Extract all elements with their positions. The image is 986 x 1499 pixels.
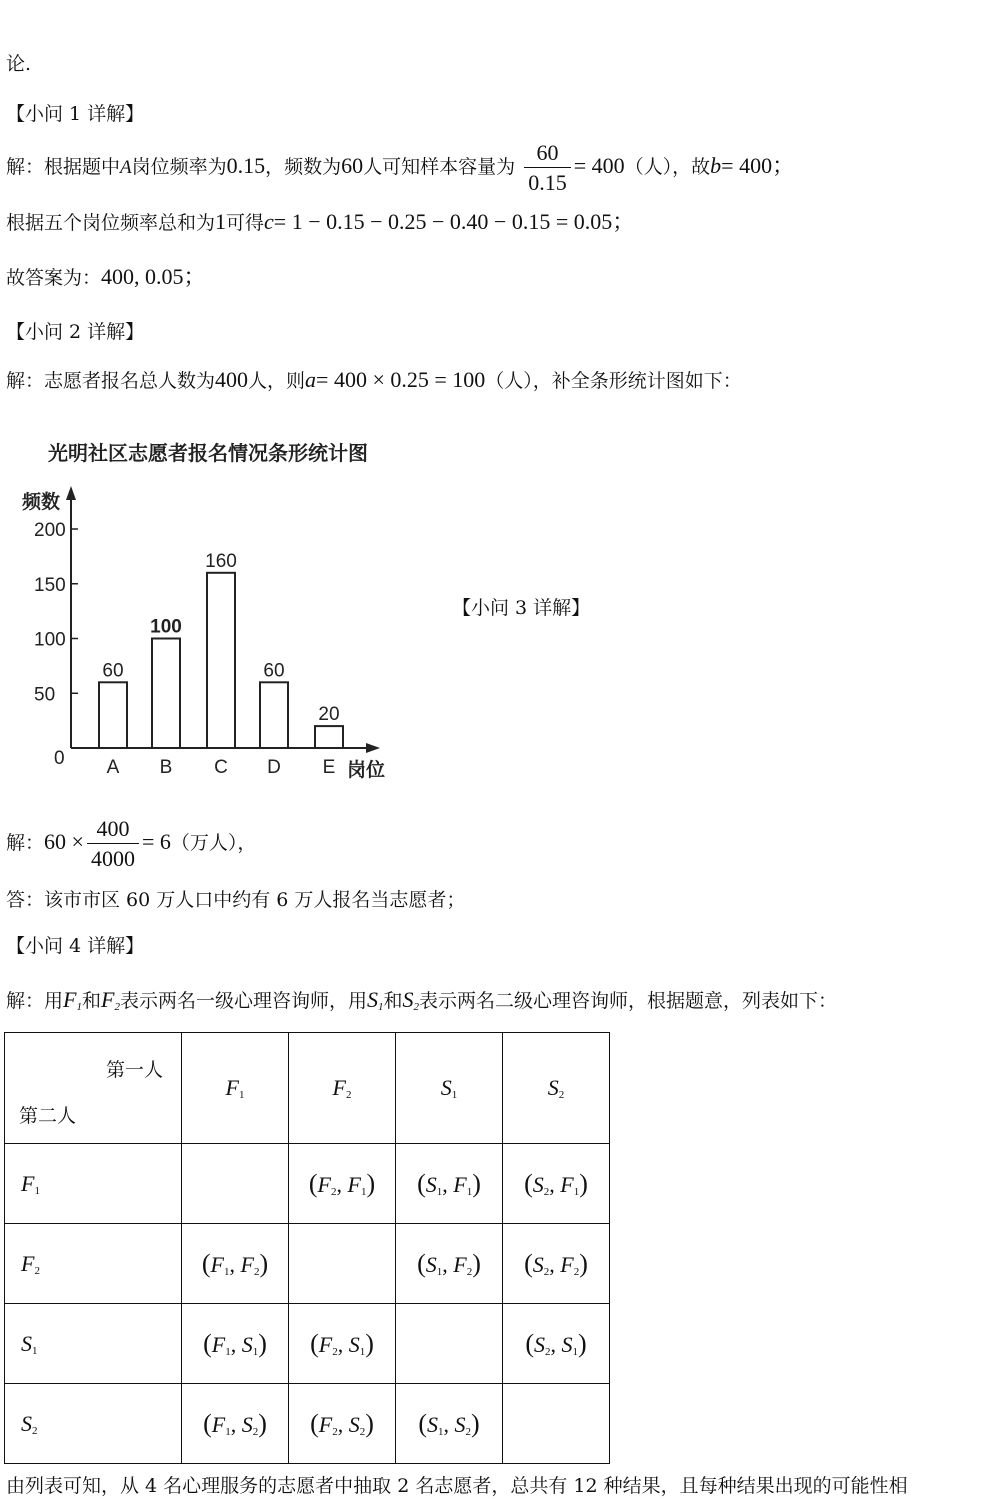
numerator: 400 (87, 816, 139, 844)
table-cell: ($S_2$, $F_1$) (503, 1144, 610, 1224)
solution-line-4 (6, 816, 256, 872)
var-a: a (305, 367, 317, 392)
x-axis-arrow (366, 743, 380, 753)
t: 可得 (226, 212, 265, 234)
t: 故答案为： (6, 267, 102, 289)
table-row (5, 1384, 610, 1464)
t: 1 (76, 1001, 82, 1013)
eq: = 6 (141, 829, 171, 854)
table-cell: ($S_1$, $F_1$) (396, 1144, 503, 1224)
table-cell: ($F_1$, $S_2$) (182, 1384, 289, 1464)
t: S (366, 987, 378, 1012)
y-tick-label: 150 (34, 574, 66, 596)
t: （人），补全条形统计图如下： (485, 370, 742, 392)
S2-symbol (402, 987, 419, 1012)
solution-line-1 (6, 140, 794, 196)
bar-value-label: 60 (102, 660, 124, 682)
header-second-person: 第二人 (19, 1105, 77, 1127)
bar-d (260, 682, 288, 748)
denominator: 0.15 (528, 170, 567, 195)
table-cell (289, 1224, 396, 1304)
table-cell (182, 1144, 289, 1224)
var-A: A (120, 157, 132, 178)
eq: = 400； (721, 153, 795, 178)
bar-c (207, 573, 235, 748)
heading-part1: 【小问 1 详解】 (6, 103, 145, 125)
table-row (5, 1304, 610, 1384)
t: 根据五个岗位频率总和为 (6, 212, 216, 234)
t: ，频数为 (265, 156, 342, 178)
conclusion-line: 由列表可知，从 4 名心理服务的志愿者中抽取 2 名志愿者，总共有 12 种结果，且每种结果出现的可能性相 (6, 1475, 908, 1497)
t: 解：根据题中 (6, 156, 121, 178)
col-header-s2: $S_2$ (503, 1033, 610, 1144)
answer-line-2: 答：该市市区 60 万人口中约有 6 万人报名当志愿者； (6, 889, 466, 911)
t: （万人）， (170, 832, 257, 854)
table-cell: ($F_1$, $S_1$) (182, 1304, 289, 1384)
bar-e (315, 726, 343, 748)
x-tick-label: B (159, 757, 173, 778)
t: 人，则 (248, 370, 306, 392)
num: 0.15 (226, 153, 266, 178)
bar-chart (10, 430, 430, 790)
col-header-s1: $S_1$ (396, 1033, 503, 1144)
eq: = 400 (573, 153, 625, 178)
y-tick-label: 0 (54, 748, 65, 769)
table-cell: ($F_2$, $S_2$) (289, 1384, 396, 1464)
table-row (5, 1144, 610, 1224)
text-line-0: 论. (6, 53, 32, 75)
t: 和 (383, 990, 403, 1012)
t: 1 (377, 1001, 384, 1013)
var-c: c (264, 209, 274, 234)
bar-value-label: 20 (318, 704, 340, 726)
numerator: 60 (524, 140, 571, 168)
col-header-f1: $F_1$ (182, 1033, 289, 1144)
S1-symbol (367, 987, 384, 1012)
t: 2 (413, 1001, 419, 1013)
fraction (87, 816, 139, 872)
row-header-s1: $S_1$ (5, 1304, 182, 1384)
denominator: 4000 (90, 846, 135, 871)
heading-part2: 【小问 2 详解】 (6, 321, 145, 343)
y-tick-label: 200 (34, 520, 66, 541)
x-tick-label: C (214, 757, 228, 778)
chart-title: 光明社区志愿者报名情况条形统计图 (48, 443, 368, 465)
eq: 400, 0.05； (101, 264, 206, 289)
t: 人可知样本容量为 (363, 156, 516, 178)
table-row (5, 1224, 610, 1304)
outcome-table (4, 1032, 610, 1464)
heading-part4: 【小问 4 详解】 (6, 935, 145, 957)
t: （人），故 (624, 156, 711, 178)
table-cell (503, 1384, 610, 1464)
table-cell: ($S_2$, $S_1$) (503, 1304, 610, 1384)
num: 1 (215, 209, 227, 234)
solution-line-2 (6, 210, 634, 235)
solution-line-5 (6, 988, 837, 1019)
table-corner-cell (5, 1033, 182, 1144)
x-tick-label: D (267, 757, 281, 778)
row-header-f1: $F_1$ (5, 1144, 182, 1224)
bar-value-label: 160 (205, 550, 237, 572)
table-cell: ($S_1$, $F_2$) (396, 1224, 503, 1304)
table-cell: ($F_1$, $F_2$) (182, 1224, 289, 1304)
eq: = 400 × 0.25 = 100 (316, 367, 486, 392)
x-tick-label: A (106, 757, 120, 778)
F1-symbol (63, 987, 82, 1012)
table-cell: ($S_2$, $F_2$) (503, 1224, 610, 1304)
t: 和 (81, 990, 101, 1012)
table-cell: ($F_2$, $S_1$) (289, 1304, 396, 1384)
eq: = 1 − 0.15 − 0.25 − 0.40 − 0.15 = 0.05； (273, 209, 635, 234)
num: 60 (341, 153, 364, 178)
bar-b (152, 639, 180, 749)
row-header-s2: $S_2$ (5, 1384, 182, 1464)
bar-value-label: 60 (263, 660, 285, 682)
t: 解：志愿者报名总人数为 (6, 370, 216, 392)
t: 2 (114, 1001, 120, 1013)
heading-part3: 【小问 3 详解】 (452, 597, 591, 619)
fraction (524, 140, 571, 196)
solution-line-3 (6, 368, 742, 393)
t: S (402, 987, 414, 1012)
bar-a (99, 682, 127, 748)
t: 表示两名一级心理咨询师，用 (119, 990, 367, 1012)
x-tick-label: E (322, 757, 336, 778)
bar-value-label: 100 (150, 616, 182, 638)
col-header-f2: $F_2$ (289, 1033, 396, 1144)
t: 岗位频率为 (131, 156, 227, 178)
table-cell: ($S_1$, $S_2$) (396, 1384, 503, 1464)
x-axis-label: 岗位 (347, 760, 386, 781)
eq: 60 × (44, 829, 84, 854)
answer-line-1 (6, 265, 206, 290)
var-b: b (710, 153, 722, 178)
t: 表示两名二级心理咨询师，根据题意，列表如下： (418, 990, 837, 1012)
row-header-f2: $F_2$ (5, 1224, 182, 1304)
y-axis-label: 频数 (22, 492, 61, 513)
t: 解： (6, 832, 45, 854)
F2-symbol (101, 987, 120, 1012)
t: F (63, 987, 77, 1012)
t: F (100, 987, 115, 1012)
header-first-person: 第一人 (105, 1059, 163, 1081)
y-tick-label: 100 (34, 629, 66, 651)
t: 解：用 (6, 990, 64, 1012)
table-cell (396, 1304, 503, 1384)
y-tick-label: 50 (34, 684, 56, 706)
num: 400 (215, 367, 249, 392)
y-axis-arrow (66, 486, 76, 500)
table-cell: ($F_2$, $F_1$) (289, 1144, 396, 1224)
